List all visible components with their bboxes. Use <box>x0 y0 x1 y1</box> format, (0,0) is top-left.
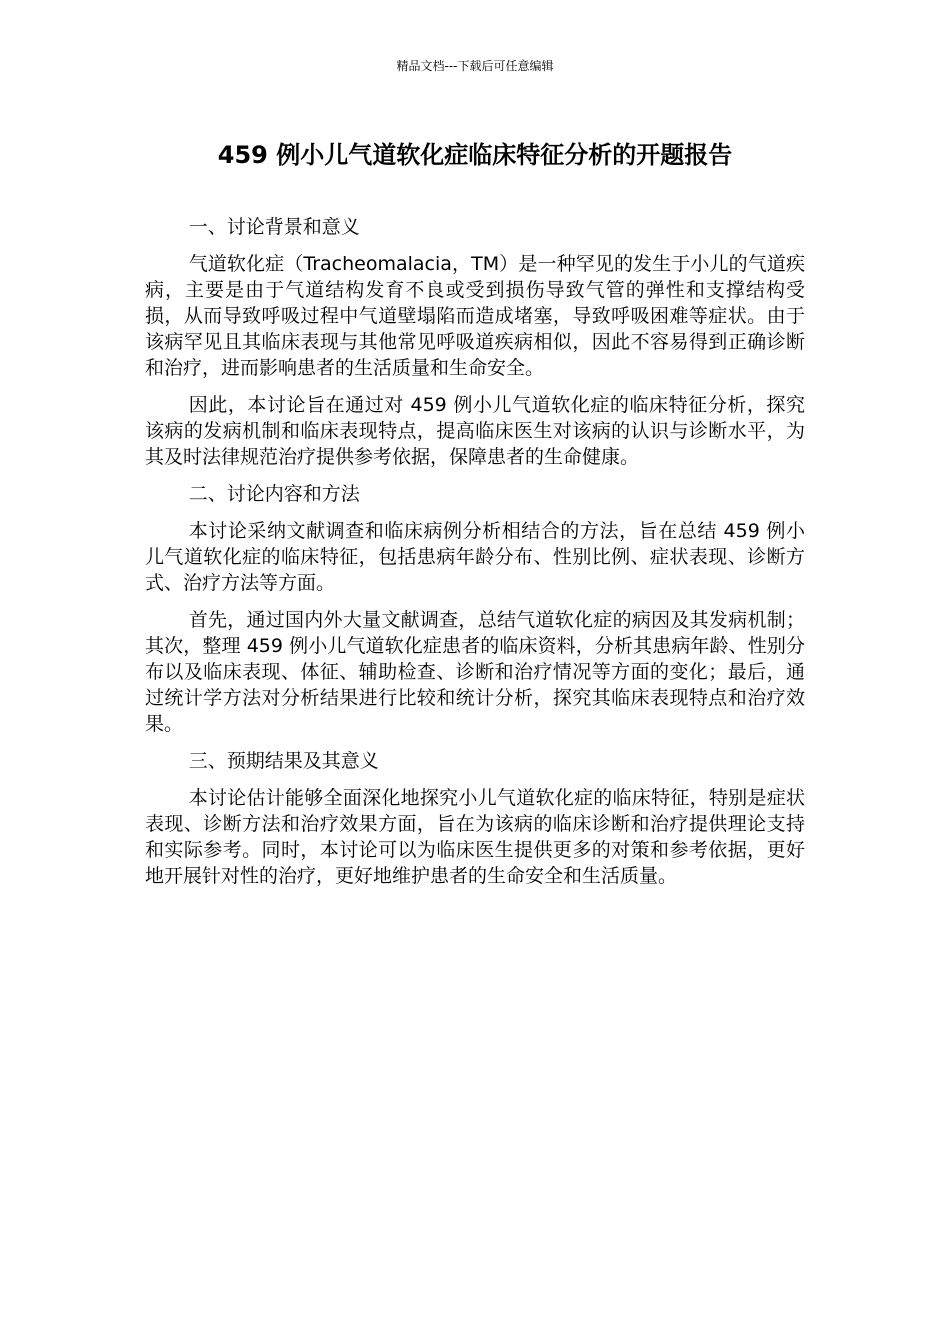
section-heading-background: 一、讨论背景和意义 <box>188 216 360 238</box>
paragraph: 因此，本讨论旨在通过对 459 例小儿气道软化症的临床特征分析，探究该病的发病机制和临床表现特点，提高临床医生对该病的认识与诊断水平，为其及时法律规范治疗提供参考依据，保障患者的生命健康。 <box>145 394 805 468</box>
section-heading-content-methods: 二、讨论内容和方法 <box>188 483 360 505</box>
document-body <box>145 214 805 900</box>
paragraph: 气道软化症（Tracheomalacia，TM）是一种罕见的发生于小儿的气道疾病，主要是由于气道结构发育不良或受到损伤导致气管的弹性和支撑结构受损，从而导致呼吸过程中气道壁塌陷而造成堵塞，导致呼吸困难等症状。由于该病罕见且其临床表现与其他常见呼吸道疾病相似，因此不容易得到正确诊断和治疗，进而影响患者的生活质量和生命安全。 <box>145 253 805 379</box>
paragraph: 本讨论估计能够全面深化地探究小儿气道软化症的临床特征，特别是症状表现、诊断方法和治疗效果方面，旨在为该病的临床诊断和治疗提供理论支持和实际参考。同时，本讨论可以为临床医生提供更多的对策和参考依据，更好地开展针对性的治疗，更好地维护患者的生命安全和生活质量。 <box>145 787 805 887</box>
header-note: 精品文档---下载后可任意编辑 <box>396 59 554 73</box>
paragraph: 本讨论采纳文献调查和临床病例分析相结合的方法，旨在总结 459 例小儿气道软化症的临床特征，包括患病年龄分布、性别比例、症状表现、诊断方式、治疗方法等方面。 <box>145 520 805 594</box>
section-heading-expected-results: 三、预期结果及其意义 <box>188 750 379 772</box>
document-title: 459 例小儿气道软化症临床特征分析的开题报告 <box>217 141 733 169</box>
paragraph: 首先，通过国内外大量文献调查，总结气道软化症的病因及其发病机制；其次，整理 459 例小儿气道软化症患者的临床资料，分析其患病年龄、性别分布以及临床表现、体征、辅助检查、诊断和治疗情况等方面的变化；最后，通过统计学方法对分析结果进行比较和统计分析，探究其临床表现特点和治疗效果。 <box>145 609 805 735</box>
